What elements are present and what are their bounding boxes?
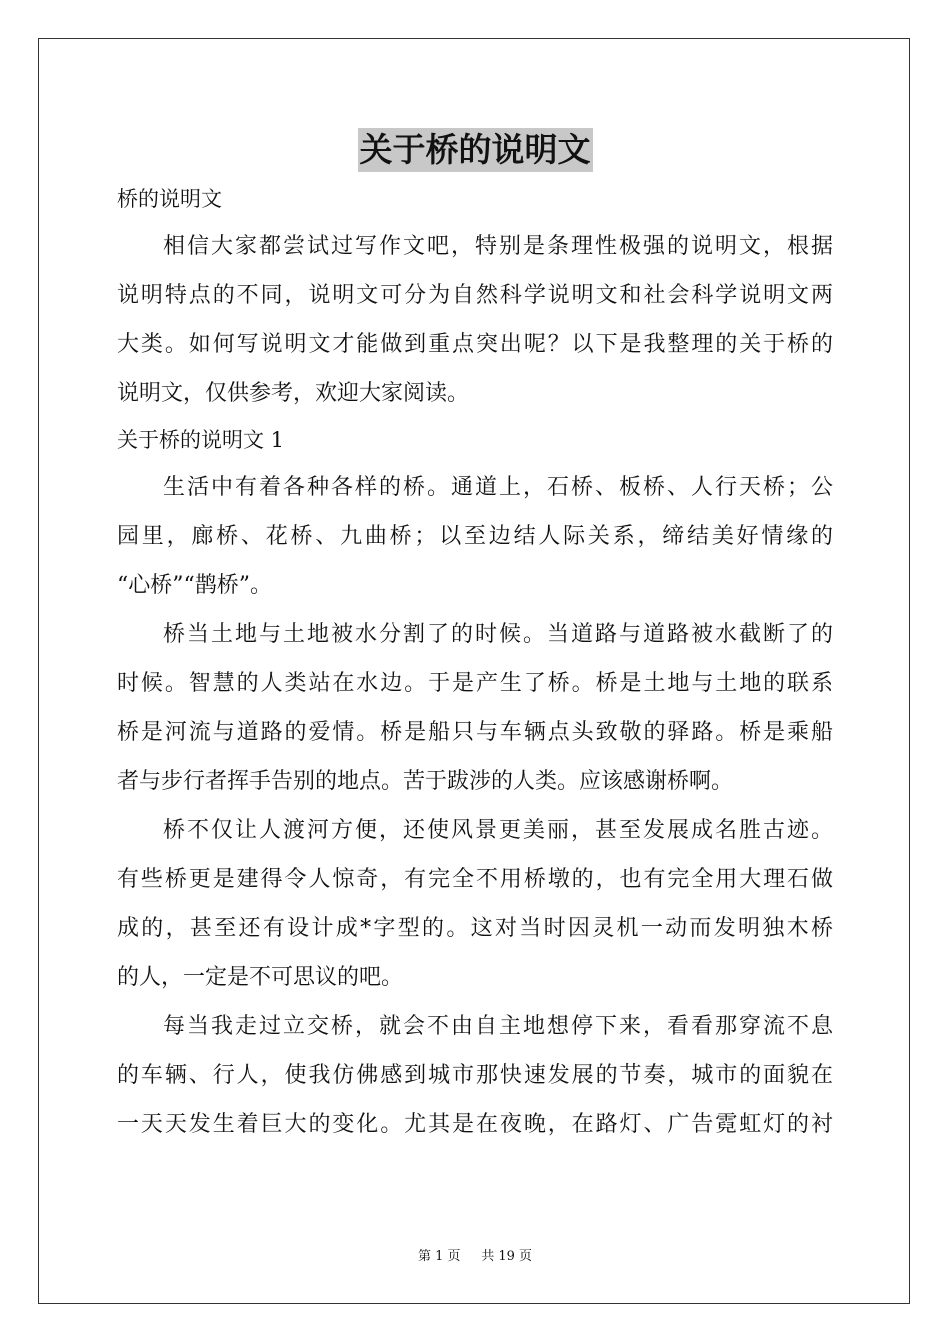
subtitle: 桥的说明文 (117, 187, 222, 211)
paragraph-1 (117, 463, 833, 610)
intro-paragraph (117, 222, 833, 418)
paragraph-line: 桥当土地与土地被水分割了的时候。当道路与道路被水截断了的 (163, 622, 833, 647)
paragraph-line: 桥是河流与道路的爱情。桥是船只与车辆点头致敬的驿路。桥是乘船 (117, 720, 833, 745)
paragraph-line: 桥不仅让人渡河方便，还使风景更美丽，甚至发展成名胜古迹。 (163, 818, 833, 843)
paragraph-line: 大类。如何写说明文才能做到重点突出呢？以下是我整理的关于桥的 (117, 332, 833, 357)
paragraph-3 (117, 806, 833, 1002)
paragraph-4 (117, 1002, 833, 1149)
paragraph-2 (117, 610, 833, 806)
paragraph-line: 有些桥更是建得令人惊奇，有完全不用桥墩的，也有完全用大理石做 (117, 867, 833, 892)
paragraph-line: 成的，甚至还有设计成*字型的。这对当时因灵机一动而发明独木桥 (117, 916, 833, 941)
document-title-wrap (0, 128, 950, 178)
paragraph-line: 的人，一定是不可思议的吧。 (117, 965, 404, 990)
paragraph-line: 园里，廊桥、花桥、九曲桥；以至边结人际关系，缔结美好情缘的 (117, 524, 833, 549)
page-footer (0, 1245, 950, 1264)
paragraph-line: 说明文，仅供参考，欢迎大家阅读。 (117, 381, 470, 406)
paragraph-line: 一天天发生着巨大的变化。尤其是在夜晚，在路灯、广告霓虹灯的衬 (117, 1112, 833, 1137)
paragraph-line: 时候。智慧的人类站在水边。于是产生了桥。桥是土地与土地的联系 (117, 671, 833, 696)
paragraph-line: 者与步行者挥手告别的地点。苦于跋涉的人类。应该感谢桥啊。 (117, 769, 734, 794)
document-body (117, 177, 833, 1149)
paragraph-line: “心桥”“鹊桥”。 (117, 573, 272, 598)
paragraph-line: 每当我走过立交桥，就会不由自主地想停下来，看看那穿流不息 (163, 1014, 833, 1039)
paragraph-line: 相信大家都尝试过写作文吧，特别是条理性极强的说明文，根据 (163, 234, 833, 259)
section-heading: 关于桥的说明文 1 (117, 428, 285, 452)
page-total: 共 19 页 (481, 1249, 533, 1264)
page-number: 第 1 页 (417, 1249, 461, 1264)
paragraph-line: 的车辆、行人，使我仿佛感到城市那快速发展的节奏，城市的面貌在 (117, 1063, 833, 1088)
footer-spacer (465, 1249, 477, 1264)
document-title: 关于桥的说明文 (358, 128, 593, 172)
paragraph-line: 生活中有着各种各样的桥。通道上，石桥、板桥、人行天桥；公 (163, 475, 833, 500)
paragraph-line: 说明特点的不同，说明文可分为自然科学说明文和社会科学说明文两 (117, 283, 833, 308)
